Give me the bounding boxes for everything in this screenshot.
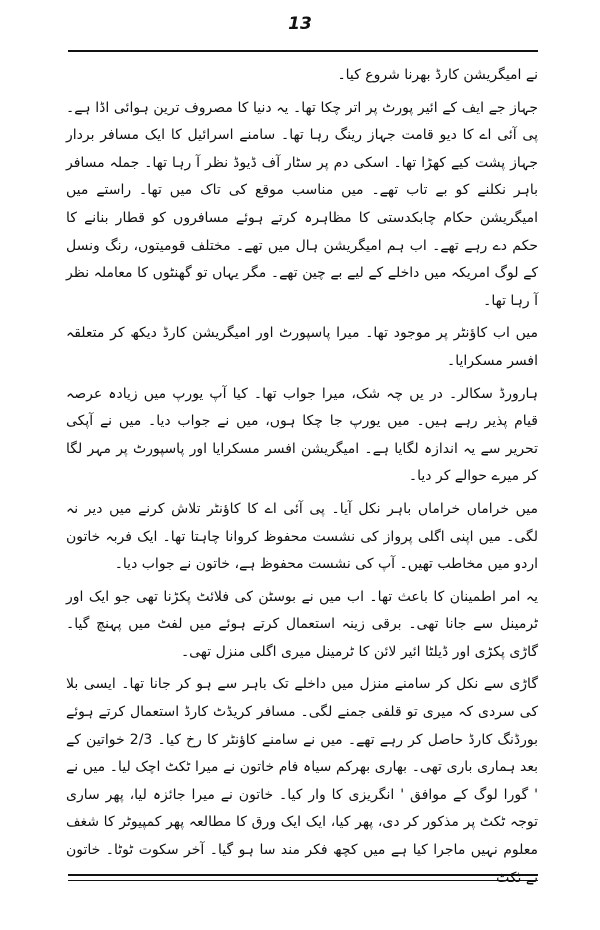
paragraph-7: گاڑی سے نکل کر سامنے منزل میں داخلے تک باہر سے ہو کر جانا تھا۔ ایسی بلا کی سردی کہ میری تو قلفی جمنے لگی۔ مسافر کریڈٹ کارڈ استعمال کرتے ہوئے بورڈنگ کارڈ حاصل کر رہے تھے۔ میں نے سامنے کاؤنٹر کا رخ کیا۔ 2/3 خواتین کے بعد ہماری باری تھی۔ بھاری بھرکم سیاہ فام خاتون نے میرا ٹکٹ اچک لیا۔ میں نے ' گورا لوگ کے موافق ' انگریزی کا وار کیا۔ خاتون نے میرا جائزہ لیا، پھر ساری توجہ ٹکٹ پر مذکور کر دی، پھر کیا، ایک ایک ورق کا مطالعہ پھر کمپیوٹر کا شغف معلوم نہیں ماجرا کیا ہے میں کچھ فکر مند سا ہو گیا۔ آخر سکوت ٹوٹا۔ خاتون نے ٹکٹ [66,676,538,886]
paragraph-5: میں خراماں خراماں باہر نکل آیا۔ پی آئی اے کا کاؤنٹر تلاش کرنے میں دیر نہ لگی۔ میں اپنی اگلی پرواز کی نشست محفوظ کروانا چاہتا تھا۔ ایک فربہ خاتون اردو میں مخاطب تھیں۔ آپ کی نشست محفوظ ہے، خاتون نے جواب دیا۔ [66,500,538,573]
body-text [66,62,538,897]
paragraph-4: ہارورڈ سکالر۔ در یں چہ شک، میرا جواب تھا۔ کیا آپ یورپ میں زیادہ عرصہ قیام پذیر رہے ہیں۔ میں یورپ جا چکا ہوں، میں نے جواب دیا۔ میں نے آپکی تحریر سے یہ اندازہ لگایا ہے۔ امیگریشن افسر مسکرایا اور پاسپورٹ پر مہر لگا کر میرے حوالے کر دیا۔ [66,385,538,485]
page-number: 13 [288,14,312,34]
header-rule [68,50,538,52]
paragraph-1: نے امیگریشن کارڈ بھرنا شروع کیا۔ [337,67,538,83]
paragraph-2: جہاز جے ایف کے ائیر پورٹ پر اتر چکا تھا۔ یہ دنیا کا مصروف ترین ہوائی اڈا ہے۔ پی آئی اے کا دیو قامت جہاز رینگ رہا تھا۔ سامنے اسرائیل کا ایک مسافر بردار جہاز پشت کیے کھڑا تھا۔ اسکی دم پر سٹار آف ڈیوڈ نظر آ رہا تھا۔ جملہ مسافر باہر نکلنے کو بے تاب تھے۔ میں مناسب موقع کی تاک میں تھا۔ راستے میں امیگریشن حکام چابکدستی کا مظاہرہ کرتے ہوئے مسافروں کو قطار بنانے کا حکم دے رہے تھے۔ اب ہم امیگریشن ہال میں تھے۔ مختلف قومیتوں، رنگ ونسل کے لوگ امریکہ میں داخلے کے لیے بے چین تھے۔ مگر یہاں تو گھنٹوں کا معاملہ نظر آ رہا تھا۔ [66,99,538,309]
paragraph-3: میں اب کاؤنٹر پر موجود تھا۔ میرا پاسپورٹ اور امیگریشن کارڈ دیکھ کر متعلقہ افسر مسکرایا۔ [66,325,538,369]
footer-rule [68,874,538,876]
footer-rule-thin [68,880,538,881]
paragraph-6: یہ امر اطمینان کا باعث تھا۔ اب میں نے بوسٹن کی فلائٹ پکڑنا تھی جو ایک اور ٹرمینل سے جانا تھی۔ برقی زینہ استعمال کرتے ہوئے میں لفٹ میں پہنچ گیا۔ گاڑی پکڑی اور ڈیلٹا ائیر لائن کا ٹرمینل میری اگلی منزل تھی۔ [66,588,538,660]
